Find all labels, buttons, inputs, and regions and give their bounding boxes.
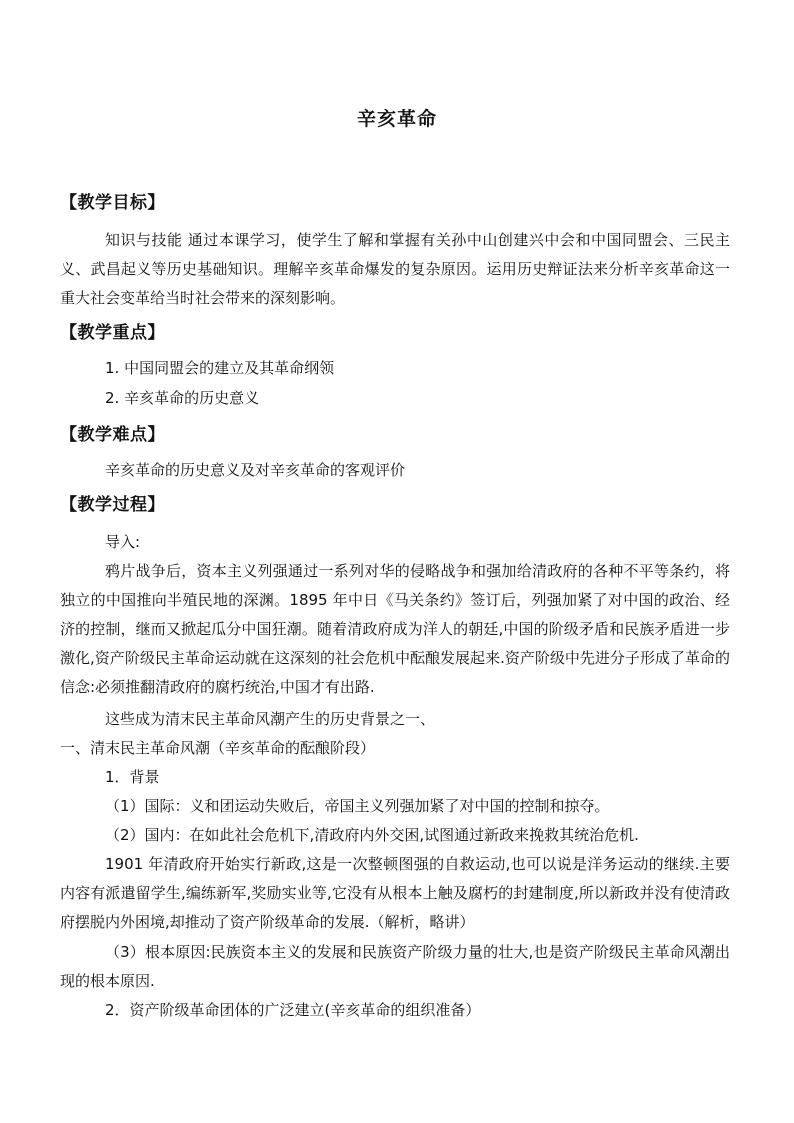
objectives-text: 知识与技能 通过本课学习，使学生了解和掌握有关孙中山创建兴中会和中国同盟会、三民主义、武昌起义等历史基础知识。理解辛亥革命爆发的复杂原因。运用历史辩证法来分析辛亥革命这一重大社会变革给当时社会带来的深刻影响。 (60, 231, 730, 307)
section-one-heading: 一、清末民主革命风潮（辛亥革命的酝酿阶段） (60, 739, 376, 757)
intro-text: 鸦片战争后，资本主义列强通过一系列对华的侵略战争和强加给清政府的各种不平等条约，将独立的中国推向半殖民地的深渊。1895 年中日《马关条约》签订后，列强加紧了对中国的政治、经济的控制，继而又掀起瓜分中国狂潮。随着清政府成为洋人的朝廷,中国的阶级矛盾和民族矛盾进一步激化,资产阶级民主革命运动就在这深刻的社会危机中酝酿发展起来.资产阶级中先进分子形成了革命的信念:必须推翻清政府的腐朽统治,中国才有出路. (60, 562, 730, 696)
domestic-text: （2）国内：在如此社会危机下,清政府内外交困,试图通过新政来挽救其统治危机. (105, 826, 639, 844)
root-cause-text: （3）根本原因:民族资本主义的发展和民族资产阶级力量的壮大,也是资产阶级民主革命风潮出现的根本原因. (60, 943, 730, 990)
process-heading: 【教学过程】 (60, 495, 165, 515)
international-text: （1）国际：义和团运动失败后，帝国主义列强加紧了对中国的控制和掠夺。 (105, 797, 610, 815)
new-policy-text: 1901 年清政府开始实行新政,这是一次整顿图强的自救运动,也可以说是洋务运动的继续.主要内容有派遣留学生,编练新军,奖励实业等,它没有从根本上触及腐朽的封建制度,所以新政并没有使清政府摆脱内外困境,却推动了资产阶级革命的发展.（解析，略讲） (60, 855, 731, 931)
difficulties-heading: 【教学难点】 (60, 425, 165, 445)
objectives-heading: 【教学目标】 (60, 193, 165, 213)
groups-text: 2．资产阶级革命团体的广泛建立(辛亥革命的组织准备） (105, 1001, 481, 1019)
key-points-heading: 【教学重点】 (60, 323, 165, 343)
key-point-item: 2. 辛亥革命的历史意义 (105, 389, 260, 407)
key-point-item: 1. 中国同盟会的建立及其革命纲领 (105, 359, 335, 377)
document-title: 辛亥革命 (356, 108, 437, 130)
intro-end: 这些成为清末民主革命风潮产生的历史背景之一、 (105, 710, 436, 728)
difficulties-text: 辛亥革命的历史意义及对辛亥革命的客观评价 (105, 461, 406, 479)
intro-label: 导入: (105, 533, 141, 551)
background-label: 1．背景 (105, 768, 160, 786)
